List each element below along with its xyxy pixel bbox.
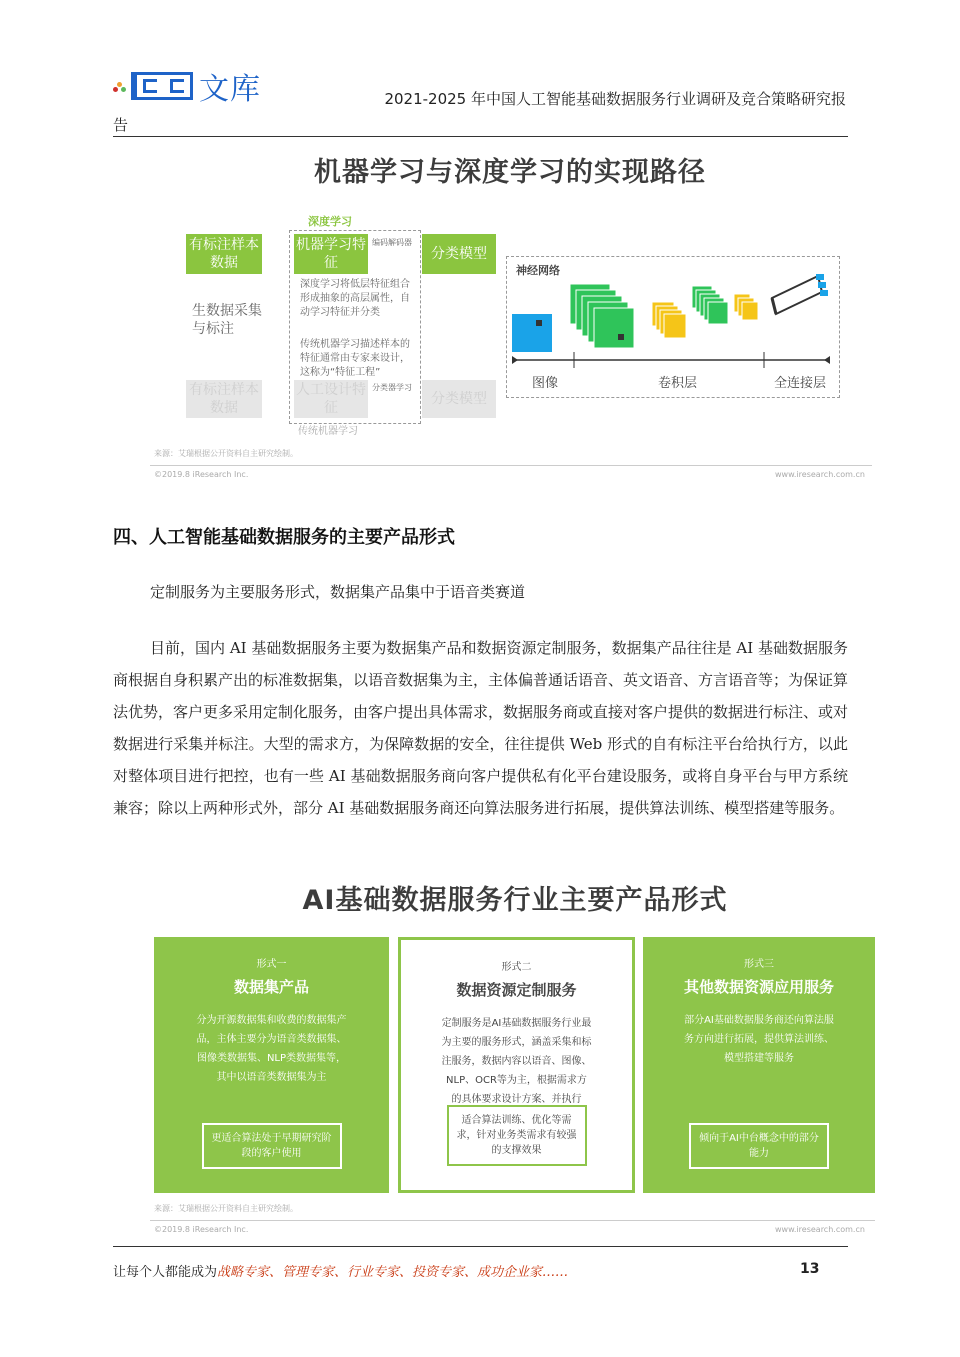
product-card-dataset: [154, 937, 389, 1193]
collect-label: 生数据采集与标注: [192, 303, 262, 337]
figure1-website: www.iresearch.com.cn: [775, 470, 865, 479]
axis-label-conv: 卷积层: [658, 376, 698, 391]
figure2-title: AI基础数据服务行业主要产品形式: [302, 885, 728, 916]
axis-label-fc: 全连接层: [774, 376, 827, 391]
card-note: 适合算法训练、优化等需求，针对业务类需求有较强的支撑效果: [447, 1105, 587, 1166]
card-desc: 定制服务是AI基础数据服务行业最为主要的服务形式，涵盖采集和标注服务，数据内容以语音、图像、NLP、OCR等为主，根据需求方的具体要求设计方案、并执行: [441, 1018, 592, 1105]
figure2-source: 来源：艾瑞根据公开资料自主研究绘制。: [154, 1204, 298, 1213]
encoder-label: 编码解码器: [372, 238, 412, 247]
document-title: 2021-2025 年中国人工智能基础数据服务行业调研及竞合策略研究报: [384, 90, 846, 108]
section-paragraph: [113, 632, 848, 824]
classifier-small-label: 分类器学习: [372, 383, 412, 392]
deep-learning-label: 深度学习: [308, 215, 352, 228]
card-note: 倾向于AI中台概念中的部分能力: [689, 1123, 829, 1169]
footer-divider: [113, 1246, 848, 1247]
card-note: 更适合算法处于早期研究阶段的客户使用: [202, 1123, 342, 1169]
figure2-copyright: ©2019.8 iResearch Inc.: [154, 1225, 249, 1234]
paragraph-text: 目前，国内 AI 基础数据服务主要为数据集产品和数据资源定制服务，数据集产品往往是 AI 基础数据服务商根据自身积累产出的标准数据集，以语音数据集为主，主体偏普通话语音、英文语音、方言语音等；为保证算法优势，客户更多采用定制化服务，由客户提出具体需求，数据服务商或直接对客户提供的数据进行标注、或对数据进行采集并标注。大型的需求方，为保障数据的安全，往往提供 Web 形式的自有标注平台给执行方，以此对整体项目进行把控，也有一些 AI 基础数据服务商向客户提供私有化平台建设服务，或将自身平台与甲方系统兼容；除以上两种形式外，部分 AI 基础数据服务商还向算法服务进行拓展，提供算法训练、模型搭建等服务。: [113, 639, 849, 817]
classifier-box: 分类模型: [422, 234, 496, 274]
card-desc: 分为开源数据集和收费的数据集产品，主体主要分为语音类数据集、图像类数据集、NLP类数据集等，其中以语音类数据集为主: [196, 1015, 347, 1083]
axis-label-image: 图像: [532, 376, 559, 391]
document-title-continued: 告: [113, 116, 129, 134]
manual-features-box: 人工设计特征: [296, 382, 366, 416]
figure2-website: www.iresearch.com.cn: [775, 1225, 865, 1234]
slogan-emphasis: 战略专家、管理专家、行业专家、投资专家、成功企业家……: [217, 1265, 569, 1280]
card-label: 形式三: [744, 959, 774, 970]
classifier-faded-box: 分类模型: [422, 380, 496, 418]
product-card-other-services: [643, 937, 875, 1193]
traditional-desc: 传统机器学习描述样本的特征通常由专家来设计，这称为“特征工程”: [300, 339, 410, 378]
card-desc: 部分AI基础数据服务商还向算法服务方向进行拓展，提供算法训练、模型搭建等服务: [684, 1015, 834, 1064]
section-subheading: 定制服务为主要服务形式，数据集产品集中于语音类赛道: [150, 583, 526, 601]
slogan-plain: 让每个人都能成为: [113, 1265, 218, 1280]
section-heading: 四、人工智能基础数据服务的主要产品形式: [113, 527, 455, 548]
card-label: 形式一: [256, 959, 287, 970]
header-divider: [113, 136, 848, 137]
deep-learning-desc: 深度学习将低层特征组合形成抽象的高层属性，自动学习特征并分类: [300, 279, 410, 318]
card-name: 数据集产品: [233, 978, 309, 996]
page-number: 13: [800, 1261, 820, 1277]
neural-network-label: 神经网络: [516, 264, 560, 277]
product-card-custom-service: [398, 937, 635, 1193]
footer-slogan: [113, 1261, 568, 1280]
figure1-footer-line: [150, 465, 872, 466]
labeled-data-box: 有标注样本数据: [186, 234, 262, 274]
figure1-source: 来源：艾瑞根据公开资料自主研究绘制。: [154, 449, 298, 458]
card-label: 形式二: [501, 962, 532, 973]
card-name: 数据资源定制服务: [456, 981, 577, 999]
figure1-title: 机器学习与深度学习的实现路径: [314, 157, 706, 188]
ml-features-box: 机器学习特征: [294, 234, 368, 274]
labeled-data-faded-box: 有标注样本数据: [186, 380, 262, 418]
card-name: 其他数据资源应用服务: [683, 978, 834, 996]
logo-dots-icon: [113, 79, 127, 93]
figure2-footer-line: [150, 1220, 875, 1221]
logo-text: 文库: [199, 72, 261, 107]
traditional-ml-label: 传统机器学习: [298, 426, 358, 437]
figure1-copyright: ©2019.8 iResearch Inc.: [154, 470, 249, 479]
figure-ml-dl-path: [150, 140, 880, 485]
